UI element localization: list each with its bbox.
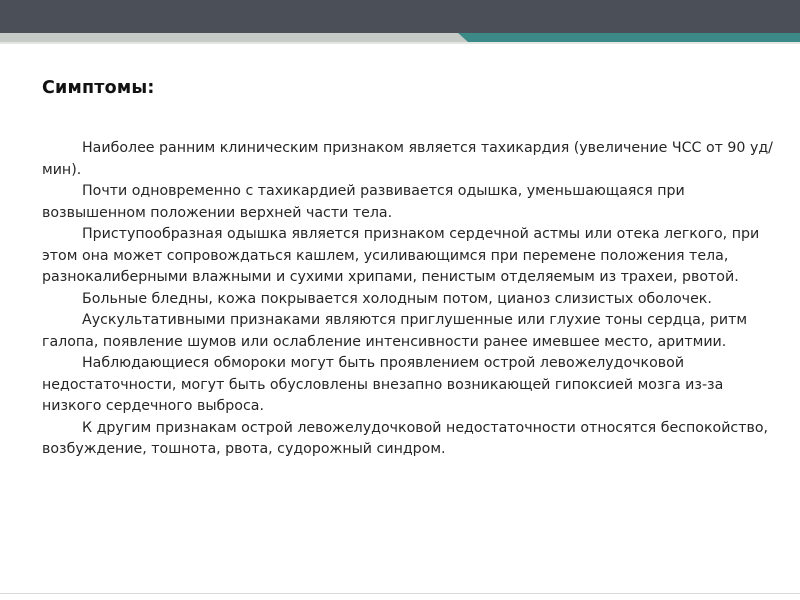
paragraph-dyspnea: Почти одновременно с тахикардией развивается одышка, уменьшающаяся при возвышенном положении верхней части тела. (42, 183, 685, 221)
header-thin-line (0, 42, 800, 44)
paragraph-cardiac-asthma: Приступообразная одышка является признаком сердечной астмы или отека легкого, при этом она может сопровождаться кашлем, усиливающимся при перемене положения тела, разнокалиберными влажными и сухими хрипами, пенистым отделяемым из трахеи, рвотой. (42, 226, 760, 285)
paragraph-pallor: Больные бледны, кожа покрывается холодным потом, цианоз слизистых оболочек. (82, 290, 712, 307)
paragraph-auscultation: Аускультативными признаками являются приглушенные или глухие тоны сердца, ритм галопа, появление шумов или ослабление интенсивности ранее имевшее место, аритмии. (42, 312, 748, 350)
slide-body (42, 138, 774, 461)
paragraph-other-signs: К другим признакам острой левожелудочковой недостаточности относятся беспокойство, возбуждение, тошнота, рвота, судорожный синдром. (42, 419, 769, 457)
slide-title: Симптомы: (42, 78, 155, 98)
footer-line (0, 593, 800, 594)
header-band (0, 0, 800, 33)
header-accent-notch (458, 33, 468, 42)
paragraph-syncope: Наблюдающиеся обмороки могут быть проявлением острой левожелудочковой недостаточности, могут быть обусловлены внезапно возникающей гипоксией мозга из-за низкого сердечного выброса. (42, 355, 724, 414)
paragraph-tachycardia: Наиболее ранним клиническим признаком является тахикардия (увеличение ЧСС от 90 уд/мин). (42, 140, 773, 178)
header-accent-stripe (468, 33, 800, 42)
